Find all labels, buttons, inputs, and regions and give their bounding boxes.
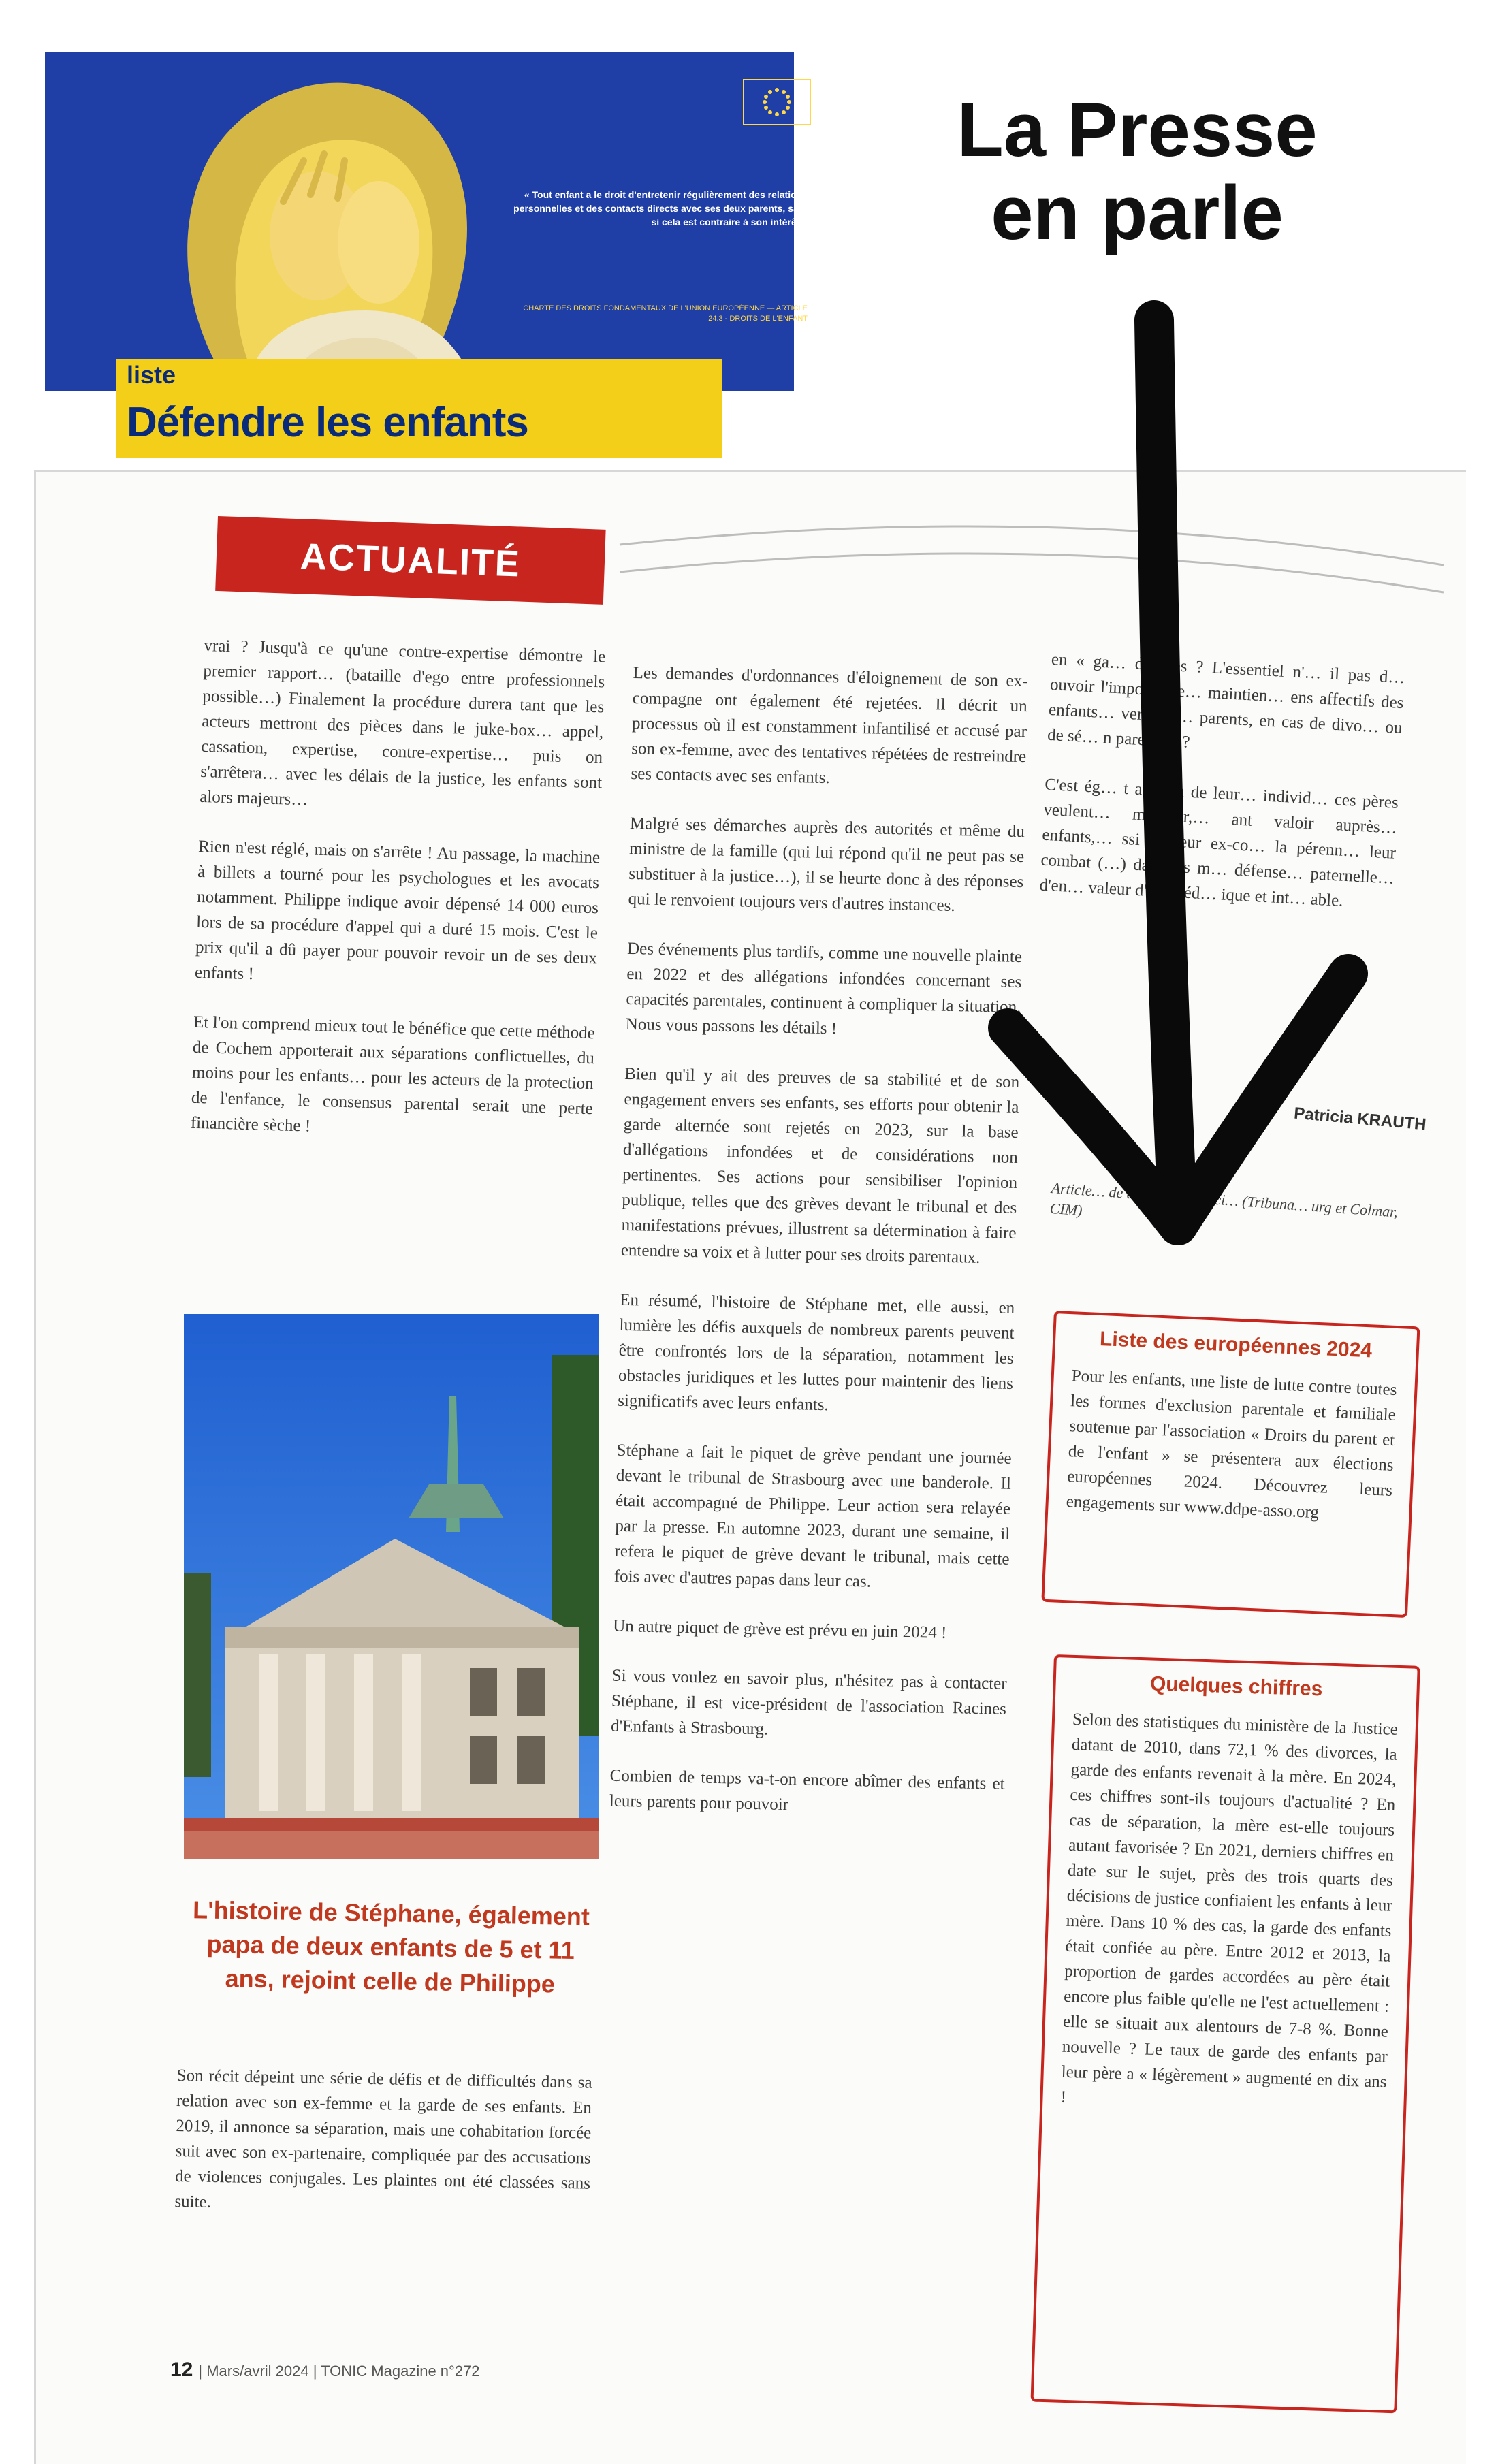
- section-label-text: ACTUALITÉ: [299, 536, 522, 585]
- footer-info: | Mars/avril 2024 | TONIC Magazine n°272: [198, 2363, 480, 2380]
- paragraph: Rien n'est réglé, mais on s'arrête ! Au passage, la machine à billets a tourné pour les psychologues et les avocats notamment. Philippe indique avoir dépensé 14 000 euros lors de sa procédure d'appel qui a duré 15 mois. C'est le prix qu'il a dû payer pour pouvoir revoir un de ses deux enfants !: [194, 837, 601, 984]
- paragraph: en « ga… d'autres ? L'essentiel n'… il pas d… ouvoir l'importance… maintien… ens affectifs des enfants… vers leu… parents, en cas de divo… ou de sé… n parentale ?: [1047, 650, 1406, 752]
- box-text: Selon des statistiques du ministère de la Justice datant de 2010, dans 72,1 % des divorces, la garde des enfants revenait à la mère. En 2024, ces chiffres sont-ils toujours d'actualité ? En cas de séparation, la mère est-elle toujours autant favorisée ? En 2021, derniers chiffres en date sur le sujet, près des trois quarts des décisions de justice confiaient les enfants à leur mère. Dans 10 % des cas, la garde des enfants était confiée au père. Entre 2012 et 2013, la proportion de gardes accordées au père était encore plus faible qu'elle ne l'est actuellement : elle se situait aux alentours de 7-8 %. Bonne nouvelle ? Le taux de garde des enfants par leur père a « légèrement » augmenté en dix ans !: [1060, 1710, 1399, 2107]
- courthouse-photo: [184, 1314, 599, 1859]
- down-arrow-icon: [981, 286, 1375, 1280]
- paragraph: Combien de temps va-t-on encore abîmer des enfants et leurs parents pour pouvoir: [609, 1766, 1005, 1814]
- paragraph: Et l'on comprend mieux tout le bénéfice que cette méthode de Cochem apporterait aux séparations conflictuelles, du moins pour les enfants… pour les acteurs de la protection de l'enfance, le consensus parental serait une perte financière sèche !: [190, 1012, 596, 1136]
- paragraph: Un autre piquet de grève est prévu en juin 2024 !: [613, 1616, 947, 1642]
- section-label: [215, 516, 605, 605]
- box-text: Pour les enfants, une liste de lutte contre toutes les formes d'exclusion parentale et familiale soutenue par l'association « Droits du parent et de l'enfant » se présentera aux élections européennes 2024. Découvrez leurs engagements sur www.ddpe-asso.org: [1066, 1366, 1397, 1522]
- european-list-box: [1041, 1311, 1420, 1618]
- page-number: 12: [170, 2358, 193, 2381]
- paragraph: Malgré ses démarches auprès des autorités et même du ministre de la famille (qui lui répond qu'il ne peut pas se substituer à la justice…), il se heurte donc à des réponses qui le renvoient toujours vers d'autres instances.: [628, 814, 1025, 915]
- paragraph: Son récit dépeint une série de défis et de difficultés dans sa relation avec son ex-femme et la garde de ses enfants. En 2019, il annonce sa séparation, mais une cohabitation forcée suit avec son ex-partenaire, compliquée par des accusations de violences conjugales. Les plaintes ont été classées sans suite.: [174, 2066, 592, 2211]
- article-column-1: [189, 633, 605, 1171]
- campaign-banner: [45, 52, 808, 391]
- article-source-note: Article… de documents offici… (Tribuna… urg et Colmar, CIM): [1049, 1179, 1399, 1221]
- tag-title: Défendre les enfants: [127, 399, 528, 446]
- paragraph: Bien qu'il y ait des preuves de sa stabilité et de son engagement envers ses enfants, ses efforts pour obtenir la garde alternée sont rejetés en 2023, sur la base d'allégations infondées et de considérations non pertinentes. Ses actions pour sensibiliser l'opinion publique, telles que des grèves devant le tribunal et des manifestations prévues, illustrent sa détermination à faire entendre sa voix et à lutter pour ses droits parentaux.: [620, 1064, 1020, 1267]
- paragraph: Stéphane a fait le piquet de grève pendant une journée devant le tribunal de Strasbourg avec une banderole. Il était accompagné de Philippe. Leur action sera relayée par la presse. En automne 2023, durant une semaine, il refera le piquet de grève devant le tribunal, mais cette fois avec d'autres papas dans leur cas.: [613, 1441, 1012, 1591]
- paragraph: vrai ? Jusqu'à ce qu'une contre-expertise démontre le premier rapport… (bataille d'ego entre professionnels possible…) Finalement la procédure durera tant que les acteurs mettront des pièces dans le juke-box… appel, cassation, expertise, contre-expertise… puis on s'arrêtera… avec les délais de la justice, les enfants sont alors majeurs…: [199, 636, 606, 810]
- photo-caption: L'histoire de Stéphane, également papa de deux enfants de 5 et 11 ans, rejoint celle de Philippe: [192, 1895, 590, 1998]
- article-column-1-bottom: [174, 2063, 592, 2246]
- eu-flag-icon: [743, 79, 811, 125]
- author-signature: Patricia KRAUTH: [1293, 1104, 1427, 1134]
- page-footer: [170, 2358, 480, 2382]
- charter-quote: « Tout enfant a le droit d'entretenir régulièrement des relations personnelles et des contacts directs avec ses deux parents, sauf si cela est contraire à son intérêt »: [513, 189, 808, 227]
- press-heading-line-1: La Presse: [957, 87, 1318, 172]
- paragraph: En résumé, l'histoire de Stéphane met, elle aussi, en lumière les défis auxquels de nombreux parents peuvent être confrontés lors de la séparation, notamment les obstacles juridiques et les luttes pour maintenir des liens significatifs avec leurs enfants.: [617, 1290, 1015, 1415]
- paragraph: Si vous voulez en savoir plus, n'hésitez pas à contacter Stéphane, il est vice-président de l'association Racines d'Enfants à Strasbourg.: [610, 1666, 1007, 1739]
- charter-source: CHARTE DES DROITS FONDAMENTAUX DE L'UNION EUROPÉENNE — ARTICLE 24.3 - DROITS DE L'ENFANT: [523, 304, 808, 323]
- box-title: Quelques chiffres: [1149, 1672, 1323, 1701]
- box-title: Liste des européennes 2024: [1099, 1327, 1373, 1362]
- child-covering-eyes-illustration: [147, 65, 583, 406]
- figures-box: [1031, 1654, 1420, 2413]
- tag-small-label: liste: [127, 361, 176, 389]
- paragraph: Des événements plus tardifs, comme une nouvelle plainte en 2022 et des allégations infondées concernant ses capacités parentales, continuent à compliquer la situation. Nous vous passons les détails !: [625, 939, 1023, 1038]
- paragraph: Les demandes d'ordonnances d'éloignement de son ex-compagne ont également été rejetées. Il décrit un processus où il est constamment infantilisé et accusé par son ex-femme, avec des tentatives répétées de restreindre ses contacts avec ses enfants.: [631, 663, 1028, 788]
- press-heading-line-2: en parle: [991, 170, 1284, 255]
- article-column-2: [609, 660, 1028, 1846]
- paragraph: C'est ég… t au sein de leur… individ… ces pères veulent… marquer,… ant valoir auprès… enfants,… ssi de leur ex-co… la pérenn… leur combat (…) dans les m… défense… paternelle… d'en… valeur d'… océd… ique et int… able.: [1038, 775, 1399, 910]
- press-heading: [878, 89, 1396, 255]
